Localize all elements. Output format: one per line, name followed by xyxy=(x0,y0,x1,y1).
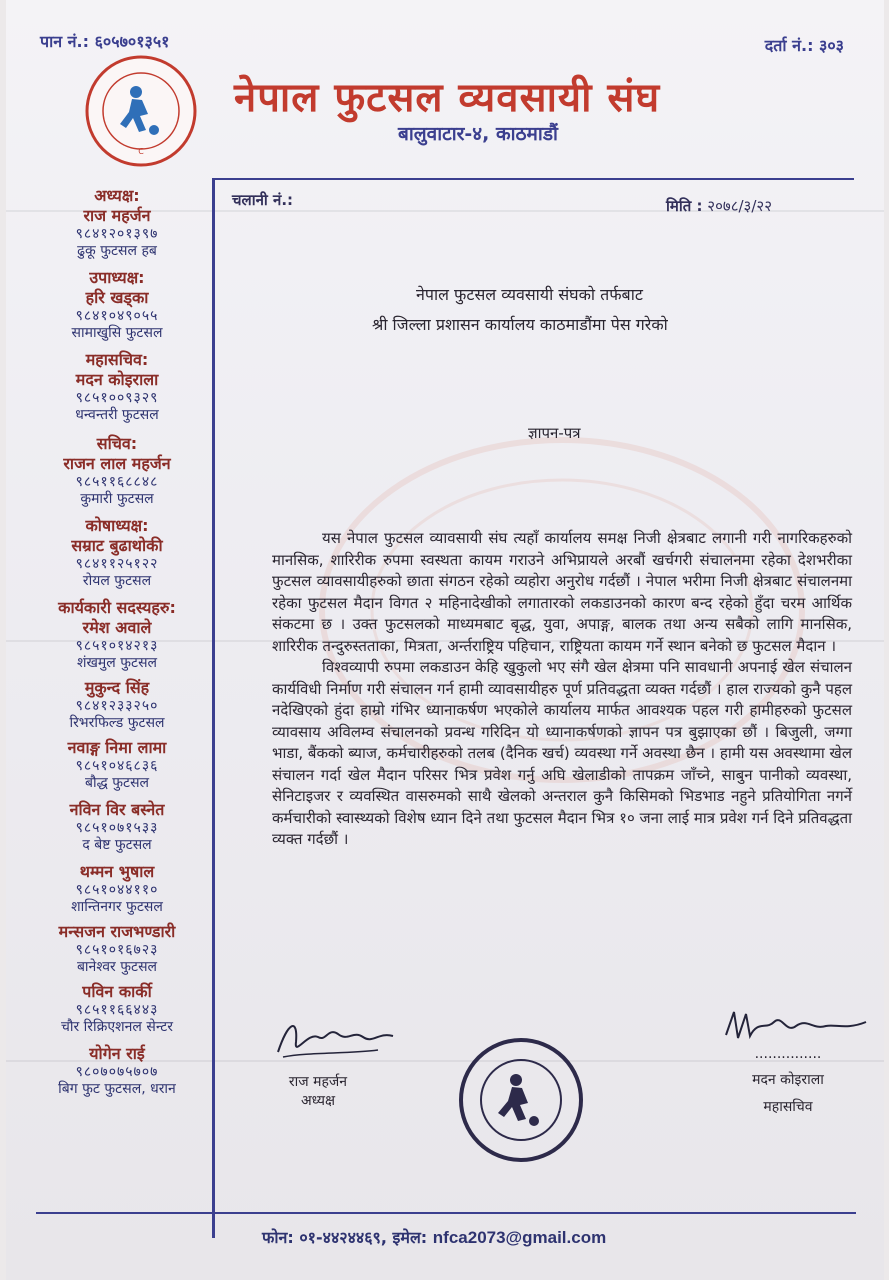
president-title: अध्यक्ष xyxy=(300,1093,336,1109)
footer-email-label: इमेल: xyxy=(392,1228,428,1247)
svg-text:C: C xyxy=(138,147,144,156)
addressee-line-1: नेपाल फुटसल व्यवसायी संघको तर्फबाट xyxy=(416,285,643,304)
member-name: मुकुन्द सिंह xyxy=(84,678,150,697)
official-stamp-icon xyxy=(456,1035,586,1165)
member-phone: ९८४१२०१३९७ xyxy=(75,226,159,242)
pan-number: पान नं.: ६०५७०१३५१ xyxy=(40,32,170,51)
footer-divider xyxy=(36,1212,856,1214)
member-name: नवाङ्ग निमा लामा xyxy=(67,738,167,757)
signature-dotted-line: ............... xyxy=(754,1046,822,1062)
date-value: २०७८/३/२२ xyxy=(707,197,773,215)
member-club: बानेश्वर फुटसल xyxy=(76,959,158,975)
sidebar-member xyxy=(24,738,210,792)
member-name: राजन लाल महर्जन xyxy=(63,454,171,473)
member-name: हरि खड्का xyxy=(85,288,149,307)
member-phone: ९८५११६६४४३ xyxy=(75,1002,159,1018)
letter-subject: ज्ञापन-पत्र xyxy=(528,424,581,442)
member-phone: ९८४१०४९०५५ xyxy=(75,308,159,324)
sidebar-member xyxy=(24,516,210,590)
sidebar-divider xyxy=(212,178,215,1238)
member-club: द बेष्ट फुटसल xyxy=(82,837,152,853)
footer-phone-label: फोन: xyxy=(262,1228,294,1247)
header-divider xyxy=(214,178,854,180)
executive-members-sidebar xyxy=(24,180,210,1098)
member-club: सामाखुसि फुटसल xyxy=(71,325,163,341)
member-phone: ९८५१०१६७२३ xyxy=(75,942,159,958)
member-phone: ९८४१२३३२५० xyxy=(75,698,159,714)
member-role: अध्यक्ष: xyxy=(94,186,140,205)
registration-number: दर्ता नं.: ३०३ xyxy=(764,36,844,55)
member-role: महासचिव: xyxy=(85,350,149,369)
president-name: राज महर्जन xyxy=(288,1074,348,1090)
member-phone: ९८४११२५१२२ xyxy=(75,556,159,572)
association-logo-icon xyxy=(84,54,198,168)
member-phone: ९८५१०१४२१३ xyxy=(75,638,159,654)
member-phone: ९८५११६८८४८ xyxy=(75,474,159,490)
member-role: कार्यकारी सदस्यहरु: xyxy=(58,598,176,617)
member-name: मदन कोइराला xyxy=(75,370,159,389)
member-name: थम्मन भुषाल xyxy=(79,862,155,881)
sidebar-member xyxy=(24,434,210,508)
footer-phone: ०१-४४२४४६९, xyxy=(299,1228,387,1247)
letter-body xyxy=(272,528,852,851)
date-field xyxy=(666,196,772,216)
general-secretary-name: मदन कोइराला xyxy=(752,1072,824,1088)
member-club: बौद्ध फुटसल xyxy=(84,775,150,791)
member-club: कुमारी फुटसल xyxy=(80,491,154,507)
sidebar-member xyxy=(24,922,210,976)
sidebar-member xyxy=(24,800,210,854)
member-club: शान्तिनगर फुटसल xyxy=(71,899,163,915)
organization-address: बालुवाटार-४, काठमाडौं xyxy=(398,123,558,145)
member-phone: ९८५१०७१५३३ xyxy=(75,820,159,836)
sidebar-member xyxy=(24,678,210,732)
member-club: रिभरफिल्ड फुटसल xyxy=(69,715,165,731)
general-secretary-title: महासचिव xyxy=(763,1099,813,1115)
member-club: शंखमुल फुटसल xyxy=(76,655,158,671)
member-name: सम्राट बुढाथोकी xyxy=(71,536,163,555)
president-signature-block xyxy=(268,1072,368,1110)
sidebar-member xyxy=(24,350,210,424)
member-name: नविन विर बस्नेत xyxy=(69,800,165,819)
member-name: रमेश अवाले xyxy=(82,618,152,637)
organization-title: नेपाल फुटसल व्यवसायी संघ xyxy=(234,75,661,121)
sidebar-member xyxy=(24,598,210,672)
member-role: कोषाध्यक्ष: xyxy=(85,516,149,535)
letterhead-paper xyxy=(6,0,884,1280)
dispatch-number-label: चलानी नं.: xyxy=(232,191,294,209)
sidebar-member xyxy=(24,186,210,260)
general-secretary-signature-icon xyxy=(716,1000,876,1050)
member-role: उपाध्यक्ष: xyxy=(89,268,145,287)
member-club: बिग फुट फुटसल, धरान xyxy=(58,1081,176,1097)
member-club: रोयल फुटसल xyxy=(82,573,152,589)
sidebar-member xyxy=(24,268,210,342)
member-role: सचिव: xyxy=(96,434,138,453)
president-signature-icon xyxy=(268,1012,408,1062)
member-club: धन्वन्तरी फुटसल xyxy=(75,407,159,423)
member-phone: ९८५१००९३२९ xyxy=(75,390,159,406)
member-name: योगेन राई xyxy=(89,1044,145,1063)
sidebar-member xyxy=(24,982,210,1036)
sidebar-member xyxy=(24,862,210,916)
footer-email: nfca2073@gmail.com xyxy=(432,1228,607,1247)
footer-contact xyxy=(262,1226,606,1248)
member-name: पविन कार्की xyxy=(82,982,152,1001)
member-name: राज महर्जन xyxy=(83,206,151,225)
member-phone: ९८५१०४४११० xyxy=(75,882,159,898)
addressee-line-2: श्री जिल्ला प्रशासन कार्यालय काठमाडौंमा पेस गरेको xyxy=(372,315,668,334)
member-phone: ९८०७०७५७०७ xyxy=(75,1064,159,1080)
member-club: ढुकू फुटसल हब xyxy=(77,243,157,259)
member-phone: ९८५१०४६८३६ xyxy=(75,758,159,774)
member-name: मन्सजन राजभण्डारी xyxy=(58,922,176,941)
general-secretary-signature-block xyxy=(728,1046,848,1116)
member-club: चौर रिक्रिएशनल सेन्टर xyxy=(60,1019,174,1035)
sidebar-member xyxy=(24,1044,210,1098)
body-paragraph-2: विश्वव्यापी रुपमा लकडाउन केहि खुकुलो भए संगै खेल क्षेत्रमा पनि सावधानी अपनाई खेल संचालन कार्यविधी निर्माण गरी संचालन गर्न हामी व्यावसायीहरु पूर्ण प्रतिवद्धता व्यक्त गर्दछौं । हाल राज्यको कुनै पहल नदेखिएको हुंदा हाम्रो गंभिर ध्यानाकर्षण भएकोले कार्यालय मार्फत आवश्यक पहल गरी हामीहरुको फुटसल व्यावसाय अविलम्व संचालनको प्रवन्ध गरिदिन यो ध्यानाकर्षणको ज्ञापन पत्र बुझाएका छौं । बिजुली, जग्गा भाडा, बैंकको ब्याज, कर्मचारीहरुको तलब (दैनिक खर्च) व्यवस्था गर्ने अवस्था छैन । हामी यस अवस्थामा खेल संचालन गर्दा खेल मैदान परिसर भित्र प्रवेश गर्नु अघि खेलाडीको तापक्रम जाँच्ने, साबुन पानीको व्यवस्था, सेनिटाइजर र व्यवस्थित वासरुमको साथै खेलको अन्तराल कुनै किसिमको भिडभाड नहुने प्रतियोगिता नगर्ने कर्मचारीको स्वास्थ्यको विशेष ध्यान दिने तथा फुटसल मैदान भित्र १० जना लाई मात्र प्रवेश गर्न दिने प्रतिवद्धता व्यक्त गर्दछौं । xyxy=(272,658,852,848)
body-paragraph-1: यस नेपाल फुटसल व्यावसायी संघ त्यहाँ कार्यालय समक्ष निजी क्षेत्रबाट लगानी गरी नागरिकहरुको मानसिक, शारिरीक रुपमा स्वस्थता कायम गराउने अभिप्रायले अरबौं खर्चगरी संचालनमा रहेका देशभरीका फुटसल व्यावसायीहरुको छाता संगठन रहेको व्यहोरा अनुरोध गर्दछौं । नेपाल भरीमा निजी क्षेत्रबाट संचालनमा रहेका फुटसल मैदान विगत २ महिनादेखीको लगातारको लकडाउनको कारण बन्द रहेको हुँदा चरम आर्थिक संकटमा छ । उक्त फुटसलको माध्यमबाट बृद्ध, युवा, अपाङ्ग, बालक तथा अन्य सबैको लागि मानसिक, शारिरीक तन्दुरुस्तताका, मित्रता, अर्न्तराष्ट्रिय पहिचान, राष्ट्रियता कायम गर्ने स्थान बनेको छ फुटसल मैदान । xyxy=(272,529,852,655)
date-label: मिति : xyxy=(666,197,703,215)
